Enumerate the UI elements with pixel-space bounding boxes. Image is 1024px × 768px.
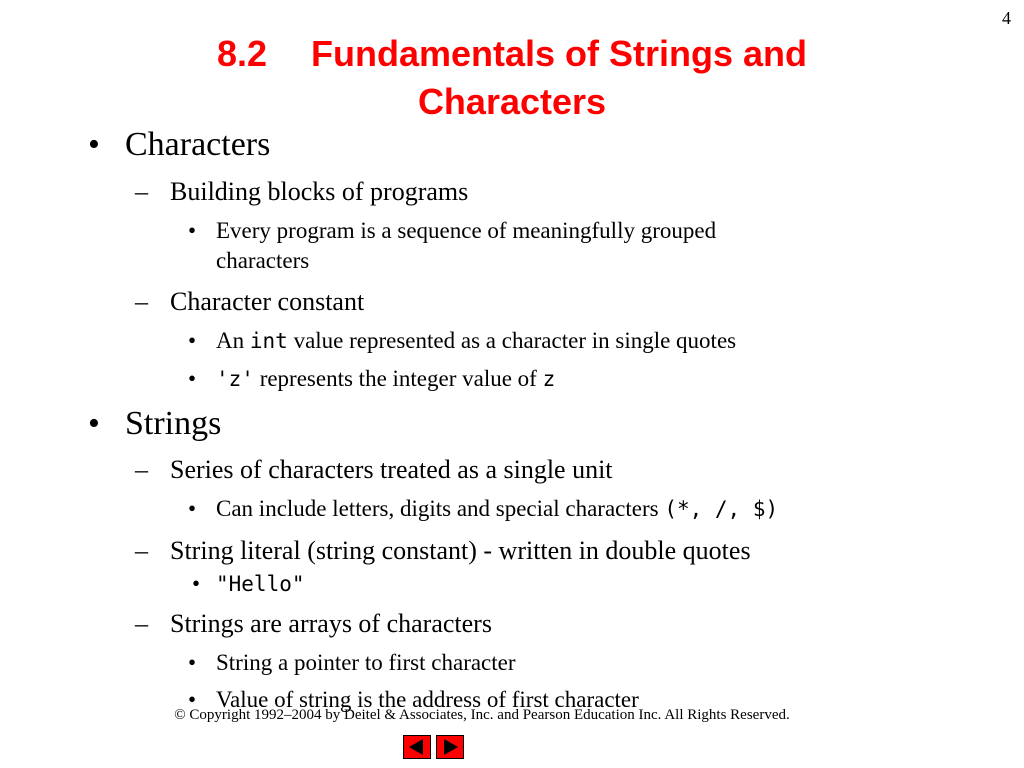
code-special-chars: (*, /, $): [664, 497, 779, 521]
section-number: 8.2: [216, 33, 267, 74]
dash-marker: –: [135, 455, 148, 484]
code-z-char: 'z': [216, 367, 254, 391]
subbullet-series: [135, 455, 613, 485]
bullet-marker: •: [188, 218, 197, 243]
item-every-program-cont: characters: [216, 248, 310, 273]
item-label: String a pointer to first character: [216, 650, 516, 675]
item-hello: [190, 571, 305, 597]
copyright-footer: © Copyright 1992–2004 by Deitel & Associates, Inc. and Pearson Education Inc. All Rights Reserved.: [174, 707, 790, 723]
previous-slide-button[interactable]: [403, 735, 431, 759]
subbullet-character-constant: [135, 287, 364, 317]
bullet-marker: •: [188, 328, 197, 353]
code-z: z: [542, 367, 556, 391]
bullet-marker: •: [188, 366, 197, 391]
title-line-2: Characters: [417, 81, 607, 122]
bullet-marker: •: [88, 126, 100, 163]
item-every-program: [190, 218, 716, 244]
next-slide-button[interactable]: [436, 735, 464, 759]
subbullet-building-blocks: [135, 177, 468, 207]
dash-marker: –: [135, 609, 148, 638]
item-text: Can include letters, digits and special characters: [216, 496, 665, 521]
bullet-strings: [88, 405, 222, 443]
subbullet-label: Strings are arrays of characters: [170, 609, 492, 638]
item-label: Value of string is the address of first character: [216, 687, 639, 712]
subbullet-label: Series of characters treated as a single unit: [170, 455, 613, 484]
bullet-label: Characters: [125, 126, 271, 163]
code-hello: "Hello": [216, 572, 305, 596]
item-label: Every program is a sequence of meaningfully grouped: [216, 218, 717, 243]
subbullet-string-literal: [135, 536, 751, 566]
bullet-label: Strings: [125, 405, 222, 442]
subbullet-label: String literal (string constant) - written in double quotes: [170, 536, 751, 565]
bullet-characters: [88, 126, 271, 164]
subbullet-label: Building blocks of programs: [170, 177, 469, 206]
code-int: int: [249, 329, 288, 353]
dash-marker: –: [135, 536, 148, 565]
title-text-1: Fundamentals of Strings and: [311, 33, 808, 74]
dash-marker: –: [135, 287, 148, 316]
bullet-marker: •: [188, 496, 197, 521]
item-z-value: [190, 366, 555, 392]
subbullet-arrays: [135, 609, 492, 639]
bullet-marker: •: [88, 405, 100, 442]
item-int-value: [190, 328, 736, 354]
dash-marker: –: [135, 177, 148, 206]
item-text: value represented as a character in single quotes: [287, 328, 737, 353]
left-arrow-icon: [409, 739, 423, 755]
page-number: 4: [1002, 8, 1011, 28]
bullet-marker: •: [192, 571, 201, 596]
bullet-marker: •: [188, 687, 197, 712]
subbullet-label: Character constant: [170, 287, 365, 316]
item-text: represents the integer value of: [253, 366, 543, 391]
bullet-marker: •: [188, 650, 197, 675]
item-can-include: [190, 496, 778, 522]
right-arrow-icon: [444, 739, 458, 755]
item-text: An: [216, 328, 250, 353]
item-pointer: [190, 650, 516, 676]
